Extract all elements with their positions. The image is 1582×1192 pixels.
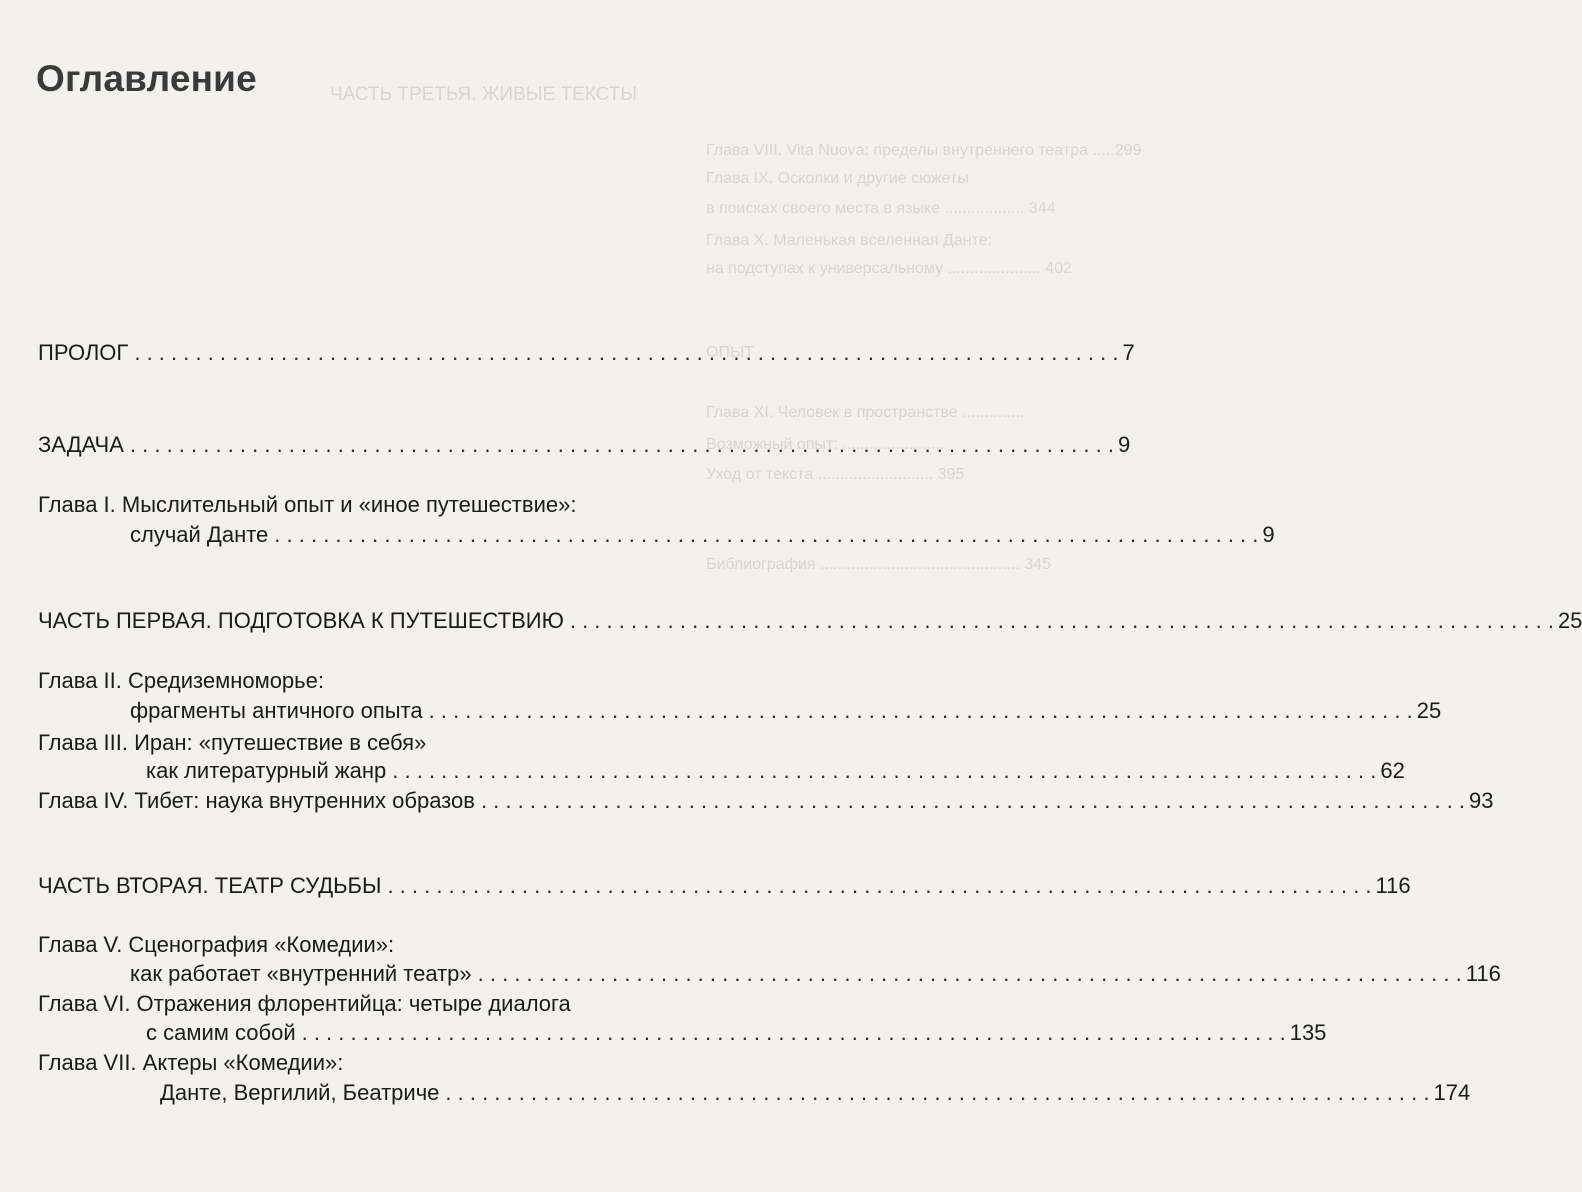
toc-entry-label: ЗАДАЧА bbox=[38, 432, 124, 457]
toc-entry-chapter-5-line1: Глава V. Сценография «Комедии»: bbox=[38, 932, 395, 957]
toc-entry-chapter-6 bbox=[146, 1020, 1327, 1046]
toc-entry-page: 7 bbox=[1122, 340, 1135, 365]
toc-entry-label: Данте, Вергилий, Беатриче bbox=[160, 1080, 440, 1105]
toc-entry-page: 116 bbox=[1465, 961, 1501, 986]
toc-entry-part-2 bbox=[38, 873, 1411, 899]
ghost-text: ОПЫТ bbox=[706, 344, 754, 361]
toc-entry-page: 25 bbox=[1416, 698, 1442, 723]
leader-dots bbox=[392, 758, 1376, 784]
ghost-text: в поисках своего места в языке .................. 344 bbox=[706, 200, 1056, 217]
toc-entry-label: ЧАСТЬ ПЕРВАЯ. ПОДГОТОВКА К ПУТЕШЕСТВИЮ bbox=[38, 608, 564, 633]
toc-entry-chapter-7-line1: Глава VII. Актеры «Комедии»: bbox=[38, 1050, 344, 1075]
toc-entry-label: с самим собой bbox=[146, 1020, 296, 1045]
leader-dots bbox=[274, 522, 1258, 548]
toc-entry-chapter-2 bbox=[130, 698, 1442, 724]
ghost-text: Библиография ............................................. 345 bbox=[706, 556, 1052, 573]
leader-dots bbox=[570, 608, 1554, 634]
toc-entry-page: 9 bbox=[1117, 432, 1131, 457]
toc-entry-chapter-1 bbox=[130, 522, 1275, 548]
toc-entry-chapter-5 bbox=[130, 961, 1501, 987]
toc-entry-chapter-1-line1: Глава I. Мыслительный опыт и «иное путешествие»: bbox=[38, 492, 577, 517]
page-title: Оглавление bbox=[36, 58, 257, 99]
leader-dots bbox=[445, 1080, 1429, 1106]
toc-entry-page: 9 bbox=[1262, 522, 1275, 547]
ghost-text: Уход от текста .......................... 395 bbox=[706, 466, 965, 483]
ghost-text: Возможный опыт: ....................... bbox=[706, 436, 945, 453]
toc-entry-label: ПРОЛОГ bbox=[38, 340, 129, 365]
ghost-text: Глава VIII. Vita Nuova: пределы внутреннего театра .....299 bbox=[706, 142, 1142, 159]
toc-entry-chapter-4 bbox=[38, 788, 1494, 814]
toc-entry-chapter-7 bbox=[160, 1080, 1471, 1106]
leader-dots bbox=[302, 1020, 1286, 1046]
toc-entry-page: 116 bbox=[1375, 873, 1411, 898]
ghost-text: ЧАСТЬ ТРЕТЬЯ. ЖИВЫЕ ТЕКСТЫ bbox=[330, 84, 638, 105]
toc-entry-chapter-2-line1: Глава II. Средиземноморье: bbox=[38, 668, 324, 693]
toc-entry-label: ЧАСТЬ ВТОРАЯ. ТЕАТР СУДЬБЫ bbox=[38, 873, 382, 898]
toc-entry-label: как литературный жанр bbox=[146, 758, 387, 783]
toc-entry-label: Глава IV. Тибет: наука внутренних образов bbox=[38, 788, 475, 813]
toc-entry-page: 25 bbox=[1557, 608, 1582, 633]
ghost-text: на подступах к универсальному ..................... 402 bbox=[706, 260, 1072, 277]
toc-entry-chapter-6-line1: Глава VI. Отражения флорентийца: четыре диалога bbox=[38, 991, 571, 1016]
toc-entry-page: 93 bbox=[1469, 788, 1494, 813]
toc-entry-part-1 bbox=[38, 608, 1582, 634]
toc-entry-page: 135 bbox=[1289, 1020, 1327, 1045]
leader-dots bbox=[130, 432, 1114, 458]
leader-dots bbox=[134, 340, 1118, 366]
toc-entry-chapter-3-line1: Глава III. Иран: «путешествие в себя» bbox=[38, 730, 427, 755]
leader-dots bbox=[429, 698, 1413, 724]
toc-entry-label: фрагменты античного опыта bbox=[130, 698, 423, 723]
ghost-text: Глава X. Маленькая вселенная Данте: bbox=[706, 232, 993, 249]
toc-entry-label: случай Данте bbox=[130, 522, 269, 547]
ghost-text: Глава XI. Человек в пространстве .............. bbox=[706, 404, 1025, 421]
leader-dots bbox=[481, 788, 1465, 814]
leader-dots bbox=[387, 873, 1371, 899]
leader-dots bbox=[478, 961, 1462, 987]
ghost-text: Глава IX. Осколки и другие сюжеты bbox=[706, 170, 969, 187]
toc-entry-chapter-3 bbox=[146, 758, 1405, 784]
toc-entry-label: как работает «внутренний театр» bbox=[130, 961, 472, 986]
toc-entry-page: 62 bbox=[1380, 758, 1405, 783]
toc-entry-page: 174 bbox=[1433, 1080, 1471, 1105]
